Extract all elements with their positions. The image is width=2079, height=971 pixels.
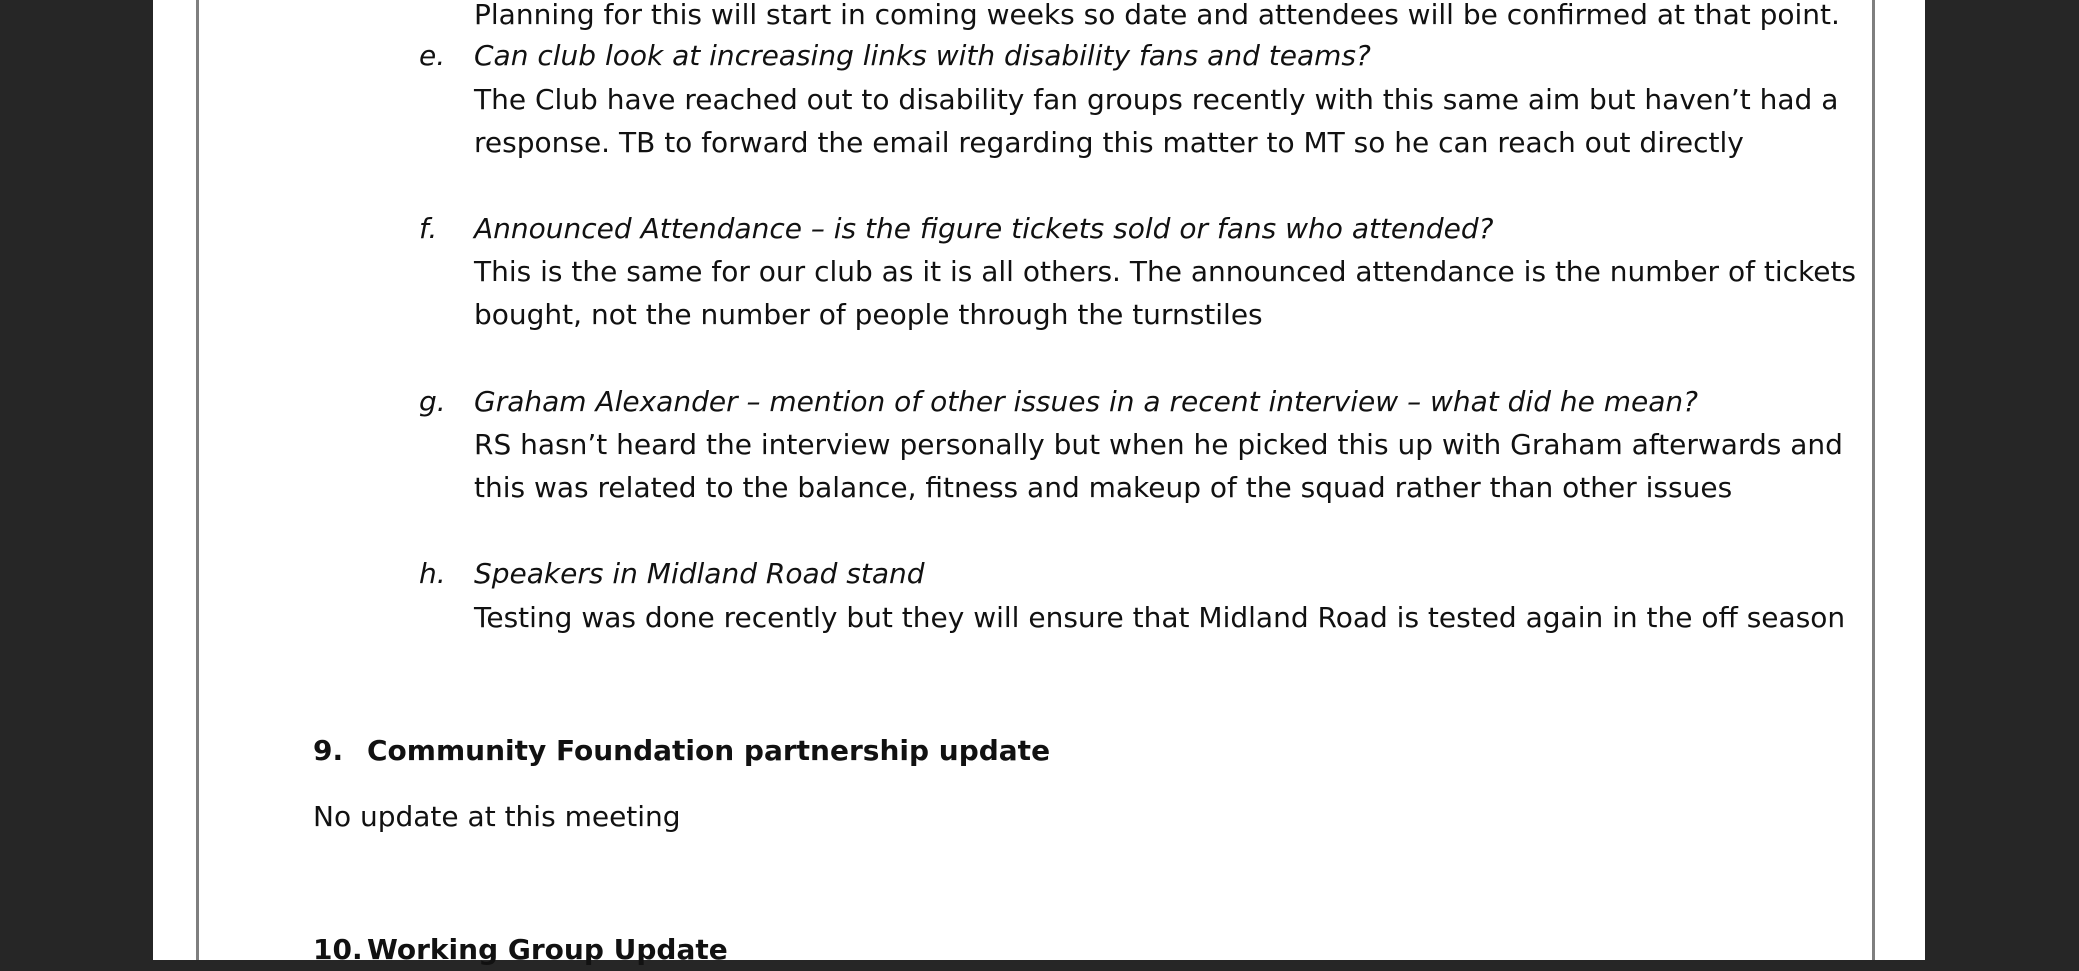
item-e-letter: e. [419, 39, 446, 72]
section-9-body: No update at this meeting [313, 800, 681, 833]
page-border-right [1872, 0, 1875, 960]
item-g-letter: g. [419, 385, 446, 418]
item-h-question: Speakers in Midland Road stand [474, 557, 925, 590]
carryover-line: Planning for this will start in coming weeks so date and attendees will be confirmed at that point. [474, 0, 1840, 31]
item-f-answer-line-1: This is the same for our club as it is all others. The announced attendance is the number of tickets [474, 255, 1857, 288]
item-e-question: Can club look at increasing links with disability fans and teams? [474, 39, 1371, 72]
item-g-answer-line-2: this was related to the balance, fitness and makeup of the squad rather than other issues [474, 471, 1733, 504]
item-f-answer-line-2: bought, not the number of people through the turnstiles [474, 298, 1263, 331]
item-h-answer-line-1: Testing was done recently but they will ensure that Midland Road is tested again in the off season [474, 601, 1846, 634]
item-f-question: Announced Attendance – is the figure tickets sold or fans who attended? [474, 212, 1494, 245]
page-border-left [196, 0, 199, 960]
item-e-answer-line-2: response. TB to forward the email regarding this matter to MT so he can reach out directly [474, 126, 1744, 159]
item-h-letter: h. [419, 557, 446, 590]
item-g-answer-line-1: RS hasn’t heard the interview personally but when he picked this up with Graham afterwards and [474, 428, 1843, 461]
section-10-number: 10. [313, 933, 363, 966]
section-9-number: 9. [313, 734, 344, 767]
item-g-question: Graham Alexander – mention of other issues in a recent interview – what did he mean? [474, 385, 1699, 418]
section-9-title: Community Foundation partnership update [367, 734, 1051, 767]
item-f-letter: f. [419, 212, 438, 245]
section-10-title: Working Group Update [367, 933, 728, 966]
item-e-answer-line-1: The Club have reached out to disability fan groups recently with this same aim but haven’t had a [474, 83, 1839, 116]
